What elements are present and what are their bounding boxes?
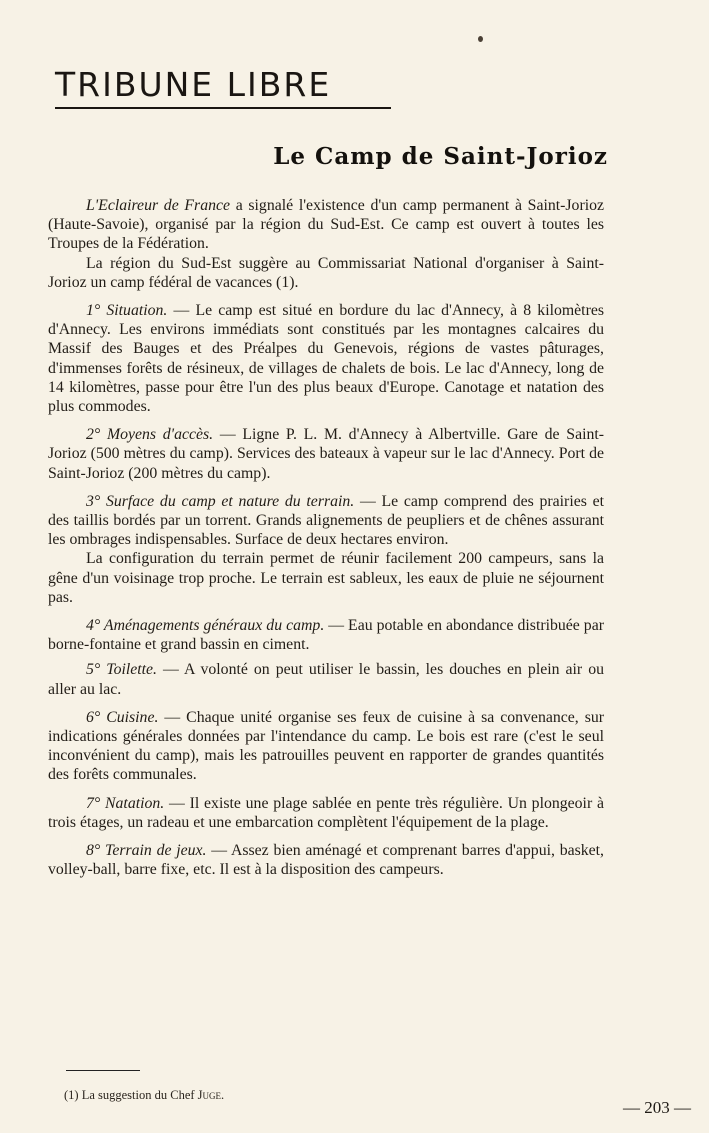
footnote-text: (1) La suggestion du Chef <box>64 1088 198 1102</box>
paragraph-lead: 2° Moyens d'accès. <box>86 426 214 444</box>
paragraph-text: — Eau potable en abondance distribuée par borne-fontaine et grand bassin en ciment. <box>48 617 604 654</box>
footnote-divider <box>66 1070 140 1071</box>
paragraph-natation <box>48 794 604 832</box>
paragraph-intro <box>48 196 604 254</box>
paragraph-text: a signalé l'existence d'un camp permanent à Saint-Jorioz (Haute-Savoie), organisé par la région du Sud-Est. Ce camp est ouvert à toutes les Troupes de la Fédération. <box>48 197 604 253</box>
paragraph-suggestion <box>48 254 604 292</box>
paragraph-lead: 8° Terrain de jeux. <box>86 842 207 860</box>
paragraph-lead: 3° Surface du camp et nature du terrain. <box>86 492 355 510</box>
paragraph-text: La région du Sud-Est suggère au Commissariat National d'organiser à Saint-Jorioz un camp fédéral de vacances (1). <box>48 254 604 291</box>
paragraph-text: — Il existe une plage sablée en pente très régulière. Un plongeoir à trois étages, un radeau et une embarcation complètent l'équipement de la plage. <box>48 794 604 831</box>
footnote-name: Juge. <box>197 1088 225 1102</box>
title-underline <box>55 107 391 109</box>
paragraph-lead: 1° Situation. <box>86 302 168 320</box>
paragraph-configuration <box>48 549 604 607</box>
paragraph-text: — A volonté on peut utiliser le bassin, les douches en plein air ou aller au lac. <box>48 661 604 698</box>
paragraph-text: — Assez bien aménagé et comprenant barres d'appui, basket, volley-ball, barre fixe, etc. Il est à la disposition des campeurs. <box>48 842 605 879</box>
paragraph-lead: 7° Natation. <box>86 794 165 812</box>
paragraph-situation <box>48 301 604 416</box>
paragraph-lead: 4° Aménagements généraux du camp. <box>86 617 325 635</box>
ink-speck <box>478 36 483 42</box>
paragraph-lead: L'Eclaireur de France <box>86 197 231 214</box>
article-body <box>48 196 604 880</box>
paragraph-toilette <box>48 660 604 698</box>
page-number: — 203 — <box>623 1098 691 1117</box>
paragraph-lead: 5° Toilette. <box>86 661 157 679</box>
paragraph-cuisine <box>48 708 604 785</box>
paragraph-text: La configuration du terrain permet de réunir facilement 200 campeurs, sans la gêne d'un voisinage trop proche. Le terrain est sableux, les eaux de pluie ne séjournent pas. <box>48 550 604 606</box>
paragraph-access <box>48 425 604 483</box>
paragraph-text: — Le camp est situé en bordure du lac d'Annecy, à 8 kilomètres d'Annecy. Les environs immédiats sont constitués par les montagnes calcaires du Massif des Bauges et des Préalpes du Genevois, régions de vastes pâturages, d'immenses forêts de résineux, de villages de chalets de bois. Le lac d'Annecy, long de 14 kilomètres, passe pour être l'un des plus beaux d'Europe. Canotage et natation des plus commodes. <box>48 302 604 416</box>
section-title: TRIBUNE LIBRE <box>55 65 332 104</box>
paragraph-lead: 6° Cuisine. <box>86 708 159 726</box>
paragraph-text: — Le camp comprend des prairies et des taillis bordés par un torrent. Grands alignements de peupliers et de chênes assurant les ombrages indispensables. Surface de deux hectares environ. <box>48 492 604 549</box>
paragraph-jeux <box>48 841 604 879</box>
article-title: Le Camp de Saint-Jorioz <box>273 143 608 170</box>
paragraph-text: — Chaque unité organise ses feux de cuisine à sa convenance, sur indications générales données par l'intendance du camp. Le bois est rare (c'est le seul inconvénient du camp), mais les patrouilles peuvent en rapporter de grandes quantités des forêts communales. <box>48 708 605 784</box>
paragraph-text: — Ligne P. L. M. d'Annecy à Albertville. Gare de Saint-Jorioz (500 mètres du camp). Services des bateaux à vapeur sur le lac d'Annecy. Port de Saint-Jorioz (200 mètres du camp). <box>48 426 605 482</box>
footnote <box>64 1088 224 1103</box>
paragraph-surface <box>48 492 604 550</box>
paragraph-amenagements <box>48 616 604 654</box>
